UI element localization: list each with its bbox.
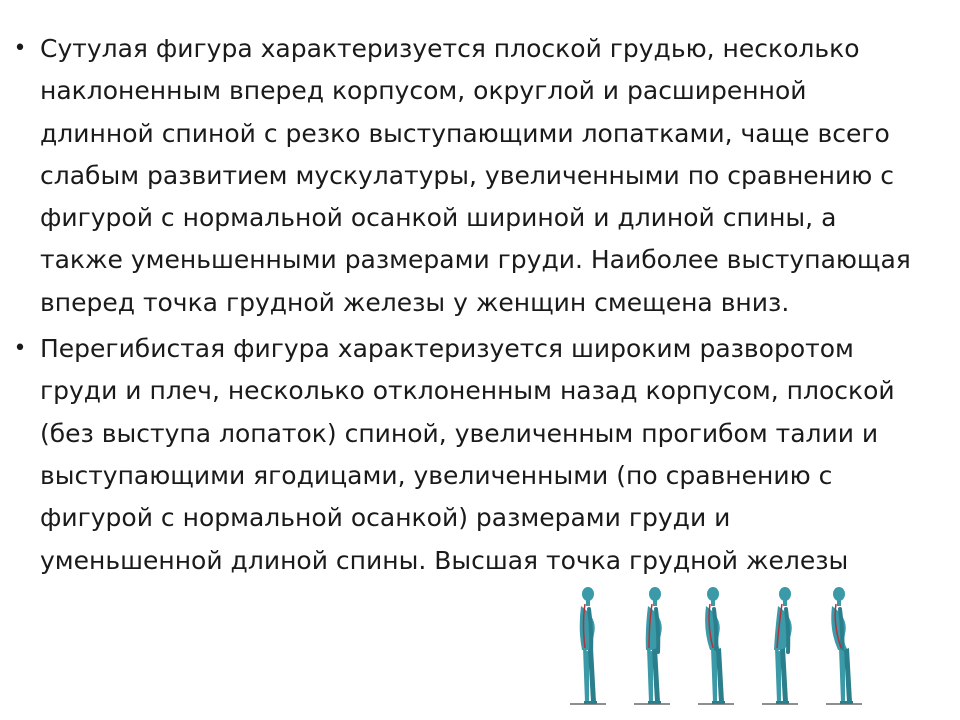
posture-figure bbox=[762, 587, 798, 704]
figure-feet bbox=[712, 701, 725, 704]
figure-feet bbox=[776, 701, 789, 704]
figure-leg-back bbox=[711, 648, 717, 702]
figure-arm bbox=[656, 609, 658, 652]
figure-leg-front bbox=[844, 648, 852, 702]
figure-head bbox=[649, 587, 661, 601]
posture-figure bbox=[634, 587, 670, 704]
figure-leg-back bbox=[583, 648, 589, 702]
figure-neck bbox=[783, 600, 787, 606]
figure-feet bbox=[648, 701, 661, 704]
figure-leg-front bbox=[588, 648, 596, 702]
figure-arm bbox=[786, 609, 788, 652]
figure-leg-back bbox=[647, 648, 653, 702]
figure-leg-front bbox=[716, 648, 724, 702]
figure-arm bbox=[714, 609, 716, 652]
bullet-list bbox=[10, 28, 915, 586]
posture-figure bbox=[698, 587, 734, 704]
figure-leg-back bbox=[839, 648, 845, 702]
figure-leg-front bbox=[652, 648, 660, 702]
figure-leg-back bbox=[775, 648, 781, 702]
posture-figures-icon bbox=[556, 582, 876, 710]
bullet-marker: • bbox=[13, 36, 27, 61]
figure-leg-front bbox=[780, 648, 788, 702]
bullet-text: Сутулая фигура характеризуется плоской грудью, несколько наклоненным вперед корпусом, округлой и расширенной длинной спиной с резко выступающими лопатками, чаще всего слабым развитием мускулатуры, увеличенными по сравнению с фигурой с нормальной осанкой шириной и длиной спины, а также уменьшенными размерами груди. Наиболее выступающая вперед точка грудной железы у женщин смещена вниз. bbox=[40, 34, 911, 317]
figure-feet bbox=[840, 701, 853, 704]
bullet-hyperextended-figure bbox=[10, 328, 915, 582]
bullet-marker: • bbox=[13, 336, 27, 362]
figure-neck bbox=[653, 600, 657, 606]
figure-head bbox=[707, 587, 719, 601]
bullet-text: Перегибистая фигура характеризуется широким разворотом груди и плеч, несколько отклоненным назад корпусом, плоской (без выступа лопаток) спиной, увеличенным прогибом талии и выступающими ягодицами, увеличенными (по сравнению с фигурой с нормальной осанкой) размерами груди и уменьшенной длиной спины. Высшая точка грудной железы bbox=[40, 334, 895, 575]
figure-arm bbox=[589, 609, 591, 652]
figure-feet bbox=[584, 701, 597, 704]
posture-figure bbox=[570, 587, 606, 704]
figure-neck bbox=[711, 600, 715, 606]
figure-head bbox=[779, 587, 791, 601]
posture-figure bbox=[826, 587, 862, 704]
figure-neck bbox=[586, 600, 590, 606]
figure-head bbox=[833, 587, 845, 601]
bullet-stooped-figure bbox=[10, 28, 915, 324]
figure-head bbox=[582, 587, 594, 601]
figure-neck bbox=[837, 600, 841, 606]
